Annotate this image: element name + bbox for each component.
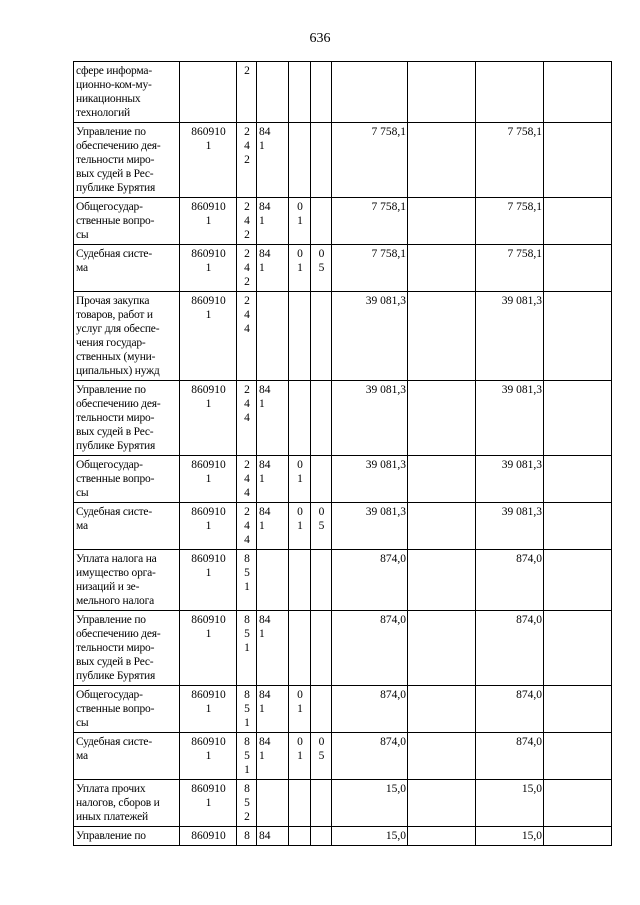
amount-cell (476, 245, 544, 292)
amount-text: 39 081,3 (501, 459, 542, 471)
amount-cell (408, 123, 476, 198)
amount-cell (476, 381, 544, 456)
item-name-text: Общегосудар- ственные вопро- сы (76, 201, 155, 241)
code-digit-cell (289, 611, 311, 686)
amount-cell (544, 381, 612, 456)
amount-cell (332, 198, 408, 245)
amount-text: 7 758,1 (371, 126, 406, 138)
code-digit-cell (289, 381, 311, 456)
code-digit-cell (257, 456, 289, 503)
amount-cell (408, 827, 476, 846)
amount-text: 39 081,3 (365, 295, 406, 307)
amount-cell (408, 503, 476, 550)
code-digit-text: 2 4 4 (244, 384, 250, 424)
code-cell (180, 827, 237, 846)
table-row (74, 381, 612, 456)
code-digit-text: 2 4 4 (244, 506, 250, 546)
code-digit-cell (237, 292, 257, 381)
page-number: 636 (309, 31, 331, 46)
code-digit-cell (311, 62, 332, 123)
amount-cell (408, 686, 476, 733)
amount-cell (332, 123, 408, 198)
code-digit-cell (257, 245, 289, 292)
item-name-cell (74, 780, 180, 827)
code-digit-cell (237, 611, 257, 686)
code-text: 860910 1 (191, 384, 226, 410)
amount-cell (332, 62, 408, 123)
amount-text: 7 758,1 (371, 201, 406, 213)
amount-text: 874,0 (380, 736, 406, 748)
table-row (74, 733, 612, 780)
code-digit-cell (237, 456, 257, 503)
code-digit-cell (289, 686, 311, 733)
amount-cell (544, 827, 612, 846)
code-text: 860910 (191, 830, 226, 842)
code-digit-cell (237, 245, 257, 292)
amount-text: 7 758,1 (371, 248, 406, 260)
amount-cell (476, 827, 544, 846)
code-digit-cell (311, 456, 332, 503)
amount-text: 874,0 (516, 736, 542, 748)
item-name-cell (74, 550, 180, 611)
item-name-cell (74, 381, 180, 456)
amount-cell (332, 503, 408, 550)
item-name-cell (74, 245, 180, 292)
item-name-cell (74, 733, 180, 780)
amount-cell (544, 686, 612, 733)
item-name-cell (74, 123, 180, 198)
code-digit-cell (257, 686, 289, 733)
code-cell (180, 123, 237, 198)
table-row (74, 245, 612, 292)
amount-cell (544, 245, 612, 292)
code-digit-cell (237, 123, 257, 198)
code-digit-text: 84 1 (259, 736, 271, 762)
code-text: 860910 1 (191, 783, 226, 809)
amount-cell (544, 733, 612, 780)
table-row (74, 611, 612, 686)
code-digit-cell (237, 827, 257, 846)
item-name-cell (74, 62, 180, 123)
code-cell (180, 780, 237, 827)
code-digit-text: 0 1 (297, 689, 303, 715)
code-digit-cell (257, 550, 289, 611)
code-text: 860910 1 (191, 126, 226, 152)
code-digit-cell (311, 381, 332, 456)
code-digit-text: 84 1 (259, 201, 271, 227)
amount-cell (408, 198, 476, 245)
table-row (74, 456, 612, 503)
code-digit-cell (289, 245, 311, 292)
code-digit-cell (289, 550, 311, 611)
amount-text: 15,0 (385, 783, 406, 795)
code-digit-cell (257, 827, 289, 846)
code-digit-text: 84 1 (259, 248, 271, 274)
code-digit-cell (289, 456, 311, 503)
amount-cell (408, 550, 476, 611)
code-digit-cell (311, 780, 332, 827)
item-name-cell (74, 198, 180, 245)
table-row (74, 123, 612, 198)
code-cell (180, 292, 237, 381)
amount-cell (332, 456, 408, 503)
amount-cell (332, 550, 408, 611)
code-digit-text: 0 1 (297, 201, 303, 227)
code-digit-cell (289, 292, 311, 381)
item-name-cell (74, 456, 180, 503)
code-digit-cell (237, 780, 257, 827)
budget-table (73, 61, 612, 846)
table-row (74, 550, 612, 611)
code-cell (180, 62, 237, 123)
table-row (74, 292, 612, 381)
table-row (74, 780, 612, 827)
amount-cell (544, 611, 612, 686)
code-digit-text: 0 1 (297, 736, 303, 762)
code-digit-text: 84 1 (259, 384, 271, 410)
code-digit-text: 2 4 4 (244, 295, 250, 335)
code-text: 860910 1 (191, 736, 226, 762)
code-cell (180, 456, 237, 503)
amount-cell (476, 550, 544, 611)
amount-text: 39 081,3 (501, 384, 542, 396)
code-digit-text: 2 (244, 65, 250, 77)
item-name-cell (74, 686, 180, 733)
code-digit-cell (257, 503, 289, 550)
amount-cell (332, 245, 408, 292)
amount-text: 874,0 (516, 689, 542, 701)
item-name-text: Управление по обеспечению дея- тельности миро- вых судей в Рес- публике Бурятия (76, 614, 161, 682)
amount-cell (408, 381, 476, 456)
code-text: 860910 1 (191, 614, 226, 640)
code-digit-text: 0 5 (318, 248, 325, 274)
code-digit-cell (237, 550, 257, 611)
code-digit-cell (311, 550, 332, 611)
amount-text: 39 081,3 (501, 506, 542, 518)
item-name-text: Управление по обеспечению дея- тельности миро- вых судей в Рес- публике Бурятия (76, 384, 161, 452)
item-name-cell (74, 292, 180, 381)
code-text: 860910 1 (191, 506, 226, 532)
code-digit-cell (311, 245, 332, 292)
code-digit-text: 8 5 1 (244, 614, 250, 654)
code-digit-text: 84 1 (259, 506, 271, 532)
amount-cell (544, 123, 612, 198)
code-cell (180, 503, 237, 550)
amount-cell (544, 62, 612, 123)
code-digit-text: 8 5 1 (244, 689, 250, 729)
amount-cell (544, 456, 612, 503)
code-digit-cell (237, 503, 257, 550)
code-digit-cell (257, 198, 289, 245)
code-digit-text: 84 1 (259, 614, 271, 640)
code-cell (180, 686, 237, 733)
amount-cell (408, 611, 476, 686)
code-cell (180, 733, 237, 780)
item-name-text: Уплата прочих налогов, сборов и иных платежей (76, 783, 160, 823)
code-digit-text: 8 5 1 (244, 736, 250, 776)
code-digit-text: 8 5 1 (244, 553, 250, 593)
code-digit-cell (237, 381, 257, 456)
code-digit-text: 2 4 2 (244, 248, 250, 288)
item-name-text: Прочая закупка товаров, работ и услуг для обеспе- чения государ- ственных (муни- ципальных) нужд (76, 295, 160, 377)
code-digit-cell (237, 686, 257, 733)
amount-cell (544, 780, 612, 827)
code-cell (180, 381, 237, 456)
amount-cell (408, 292, 476, 381)
code-digit-cell (237, 733, 257, 780)
amount-cell (476, 780, 544, 827)
code-text: 860910 1 (191, 295, 226, 321)
amount-text: 7 758,1 (507, 248, 542, 260)
amount-cell (476, 198, 544, 245)
code-digit-text: 84 1 (259, 459, 271, 485)
amount-text: 39 081,3 (365, 459, 406, 471)
code-digit-text: 0 1 (297, 248, 303, 274)
code-digit-cell (289, 780, 311, 827)
amount-text: 39 081,3 (365, 506, 406, 518)
code-text: 860910 1 (191, 459, 226, 485)
code-digit-text: 84 1 (259, 126, 271, 152)
amount-cell (408, 245, 476, 292)
code-digit-cell (257, 123, 289, 198)
code-cell (180, 198, 237, 245)
item-name-cell (74, 827, 180, 846)
code-digit-cell (311, 198, 332, 245)
amount-text: 15,0 (521, 783, 542, 795)
amount-cell (476, 733, 544, 780)
amount-cell (544, 503, 612, 550)
amount-text: 15,0 (385, 830, 406, 842)
amount-text: 7 758,1 (507, 201, 542, 213)
code-digit-cell (311, 123, 332, 198)
item-name-cell (74, 503, 180, 550)
code-digit-cell (257, 62, 289, 123)
code-digit-cell (257, 611, 289, 686)
amount-cell (408, 62, 476, 123)
code-digit-cell (311, 611, 332, 686)
code-digit-cell (311, 503, 332, 550)
table-row (74, 198, 612, 245)
amount-cell (544, 550, 612, 611)
code-digit-text: 0 5 (318, 736, 325, 762)
item-name-text: Управление по обеспечению дея- тельности миро- вых судей в Рес- публике Бурятия (76, 126, 161, 194)
code-digit-text: 0 1 (297, 506, 303, 532)
item-name-text: Судебная систе- ма (76, 736, 152, 762)
amount-text: 874,0 (516, 614, 542, 626)
code-digit-text: 2 4 2 (244, 126, 250, 166)
amount-text: 15,0 (521, 830, 542, 842)
amount-cell (476, 686, 544, 733)
code-cell (180, 611, 237, 686)
code-digit-cell (289, 503, 311, 550)
amount-cell (332, 686, 408, 733)
amount-cell (476, 292, 544, 381)
code-digit-text: 2 4 2 (244, 201, 250, 241)
code-digit-cell (311, 733, 332, 780)
code-digit-text: 8 5 2 (244, 783, 250, 823)
code-text: 860910 1 (191, 689, 226, 715)
code-digit-cell (289, 827, 311, 846)
amount-cell (332, 827, 408, 846)
amount-text: 7 758,1 (507, 126, 542, 138)
item-name-text: Общегосудар- ственные вопро- сы (76, 689, 155, 729)
code-digit-cell (289, 733, 311, 780)
amount-cell (476, 503, 544, 550)
code-digit-cell (257, 733, 289, 780)
item-name-text: сфере информа- ционно-ком-му- никационных технологий (76, 65, 152, 119)
code-digit-cell (237, 198, 257, 245)
item-name-text: Общегосудар- ственные вопро- сы (76, 459, 155, 499)
item-name-text: Судебная систе- ма (76, 506, 152, 532)
amount-cell (332, 381, 408, 456)
amount-cell (544, 292, 612, 381)
code-digit-text: 8 (244, 830, 250, 842)
amount-text: 874,0 (380, 689, 406, 701)
amount-cell (332, 611, 408, 686)
code-digit-text: 2 4 4 (244, 459, 250, 499)
amount-text: 39 081,3 (501, 295, 542, 307)
code-digit-text: 0 5 (318, 506, 325, 532)
amount-text: 39 081,3 (365, 384, 406, 396)
code-digit-cell (257, 292, 289, 381)
amount-text: 874,0 (380, 614, 406, 626)
code-digit-text: 0 1 (297, 459, 303, 485)
item-name-text: Уплата налога на имущество орга- низаций и зе- мельного налога (76, 553, 157, 607)
code-digit-cell (237, 62, 257, 123)
amount-cell (408, 780, 476, 827)
table-row (74, 62, 612, 123)
code-digit-cell (289, 123, 311, 198)
amount-text: 874,0 (380, 553, 406, 565)
code-cell (180, 550, 237, 611)
code-text: 860910 1 (191, 201, 226, 227)
table-row (74, 686, 612, 733)
amount-cell (332, 780, 408, 827)
amount-cell (408, 456, 476, 503)
amount-cell (476, 611, 544, 686)
amount-cell (408, 733, 476, 780)
code-digit-cell (311, 686, 332, 733)
amount-cell (476, 123, 544, 198)
code-cell (180, 245, 237, 292)
item-name-text: Судебная систе- ма (76, 248, 152, 274)
amount-cell (332, 733, 408, 780)
code-digit-cell (257, 381, 289, 456)
table-row (74, 503, 612, 550)
code-digit-cell (289, 198, 311, 245)
code-digit-text: 84 1 (259, 689, 271, 715)
amount-cell (544, 198, 612, 245)
table-body (74, 62, 612, 846)
amount-cell (476, 62, 544, 123)
code-digit-cell (311, 292, 332, 381)
code-digit-cell (311, 827, 332, 846)
code-digit-cell (289, 62, 311, 123)
table-row (74, 827, 612, 846)
code-digit-text: 84 (259, 830, 271, 842)
amount-cell (332, 292, 408, 381)
code-digit-cell (257, 780, 289, 827)
code-text: 860910 1 (191, 248, 226, 274)
code-text: 860910 1 (191, 553, 226, 579)
amount-cell (476, 456, 544, 503)
item-name-cell (74, 611, 180, 686)
item-name-text: Управление по (76, 830, 146, 842)
amount-text: 874,0 (516, 553, 542, 565)
